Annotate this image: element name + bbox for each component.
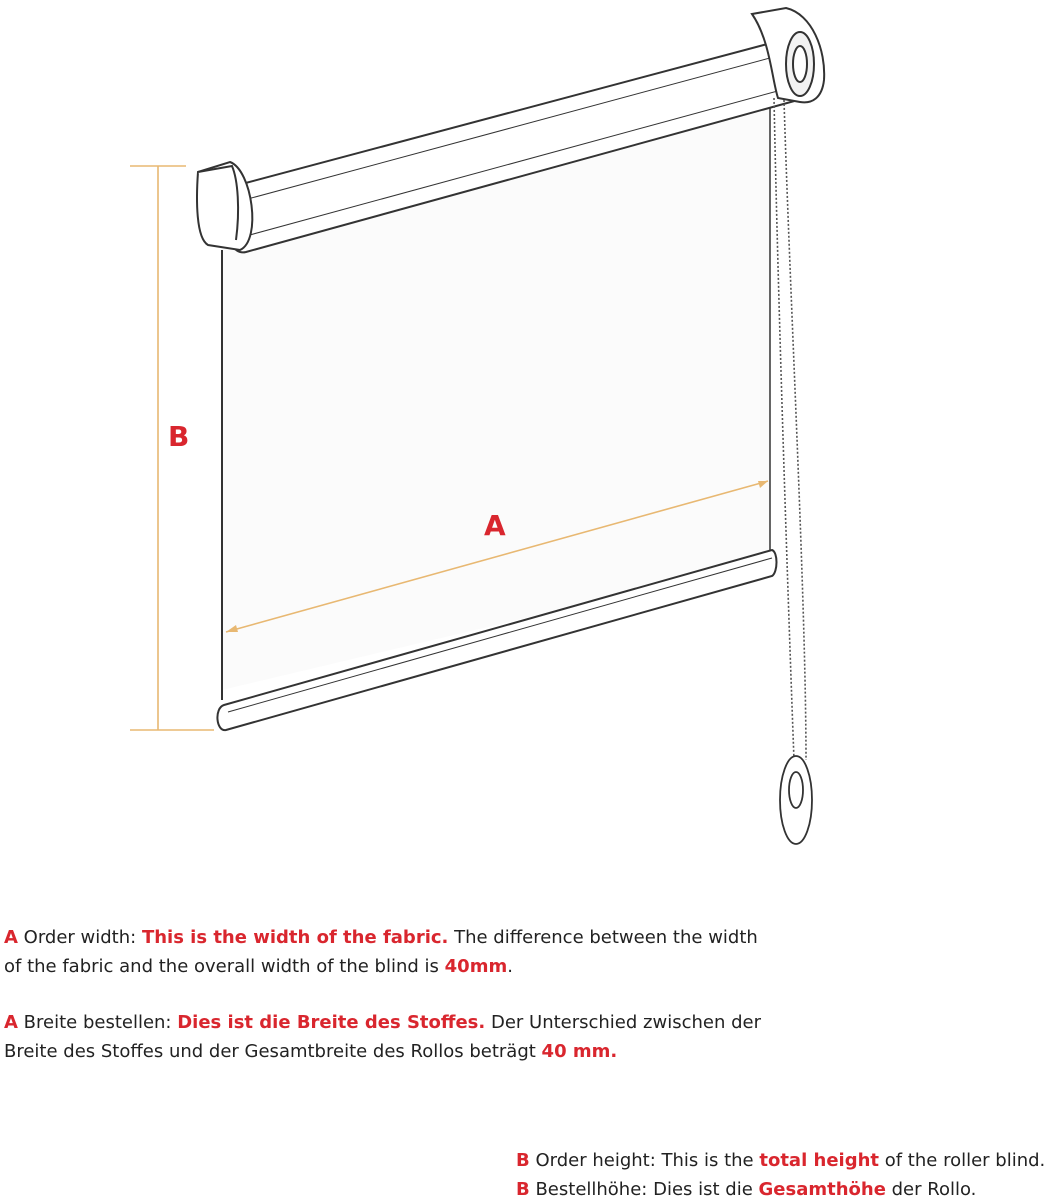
caption-value: 40 mm. bbox=[541, 1041, 618, 1062]
caption-text: Der Unterschied zwischen der Breite des Stoffes und der Gesamtbreite des Rollos beträgt bbox=[4, 1012, 761, 1062]
dimension-label-a: A bbox=[484, 509, 506, 542]
left-end-bracket bbox=[197, 162, 252, 250]
caption-a-german bbox=[4, 1008, 774, 1066]
caption-letter-a: A bbox=[4, 1012, 18, 1033]
caption-highlight: Gesamthöhe bbox=[758, 1179, 886, 1200]
caption-label: Bestellhöhe: Dies ist die bbox=[529, 1179, 759, 1200]
caption-label: Breite bestellen: bbox=[17, 1012, 178, 1033]
caption-a-english bbox=[4, 923, 774, 981]
caption-end: der Rollo. bbox=[885, 1179, 977, 1200]
caption-letter-a: A bbox=[4, 927, 18, 948]
caption-label: Order width: bbox=[17, 927, 142, 948]
caption-letter-b: B bbox=[516, 1179, 530, 1200]
caption-label: Order height: This is the bbox=[529, 1150, 760, 1171]
caption-text: The difference between the width of the fabric and the overall width of the blind is bbox=[4, 927, 758, 977]
chain-weight bbox=[780, 756, 812, 844]
caption-letter-b: B bbox=[516, 1150, 530, 1171]
dimension-label-b: B bbox=[168, 420, 190, 453]
caption-highlight: This is the width of the fabric. bbox=[141, 927, 449, 948]
caption-end: of the roller blind. bbox=[879, 1150, 1046, 1171]
caption-highlight: Dies ist die Breite des Stoffes. bbox=[177, 1012, 486, 1033]
caption-end: . bbox=[507, 956, 513, 977]
caption-b-english bbox=[516, 1146, 1052, 1175]
caption-highlight: total height bbox=[759, 1150, 880, 1171]
caption-value: 40mm bbox=[444, 956, 508, 977]
caption-b bbox=[516, 1146, 1052, 1204]
pull-chain bbox=[774, 98, 806, 760]
